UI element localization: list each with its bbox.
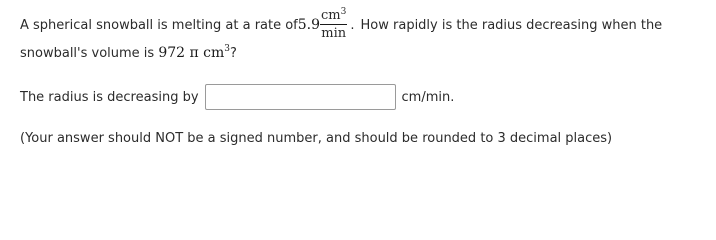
rate-unit-exponent: 3 xyxy=(340,7,347,17)
answer-unit: cm/min. xyxy=(401,89,455,105)
question-intro-text: A spherical snowball is melting at a rate of xyxy=(20,17,298,33)
question-text: How rapidly is the radius decreasing when the xyxy=(360,17,663,33)
rate-unit-denominator: min xyxy=(321,26,347,41)
volume-text: snowball's volume is xyxy=(20,46,159,61)
question-line-2 xyxy=(20,45,237,61)
pi-symbol: π xyxy=(189,45,199,61)
volume-value: 972 xyxy=(158,45,186,61)
answer-input[interactable] xyxy=(205,84,396,110)
answer-label: The radius is decreasing by xyxy=(20,89,199,105)
volume-unit: $cm^3$ xyxy=(203,44,231,61)
rate-unit-numerator: $cm^3$ xyxy=(321,7,347,23)
sentence-period: . xyxy=(350,17,355,33)
answer-row xyxy=(20,82,454,112)
volume-unit-exponent: 3 xyxy=(224,44,231,54)
question-mark: ? xyxy=(230,46,237,61)
rate-value: 5.9 xyxy=(297,17,321,33)
instruction-note: (Your answer should NOT be a signed number, and should be rounded to 3 decimal places) xyxy=(20,131,613,146)
question-line-1 xyxy=(20,7,662,43)
rate-unit-fraction xyxy=(320,9,347,41)
